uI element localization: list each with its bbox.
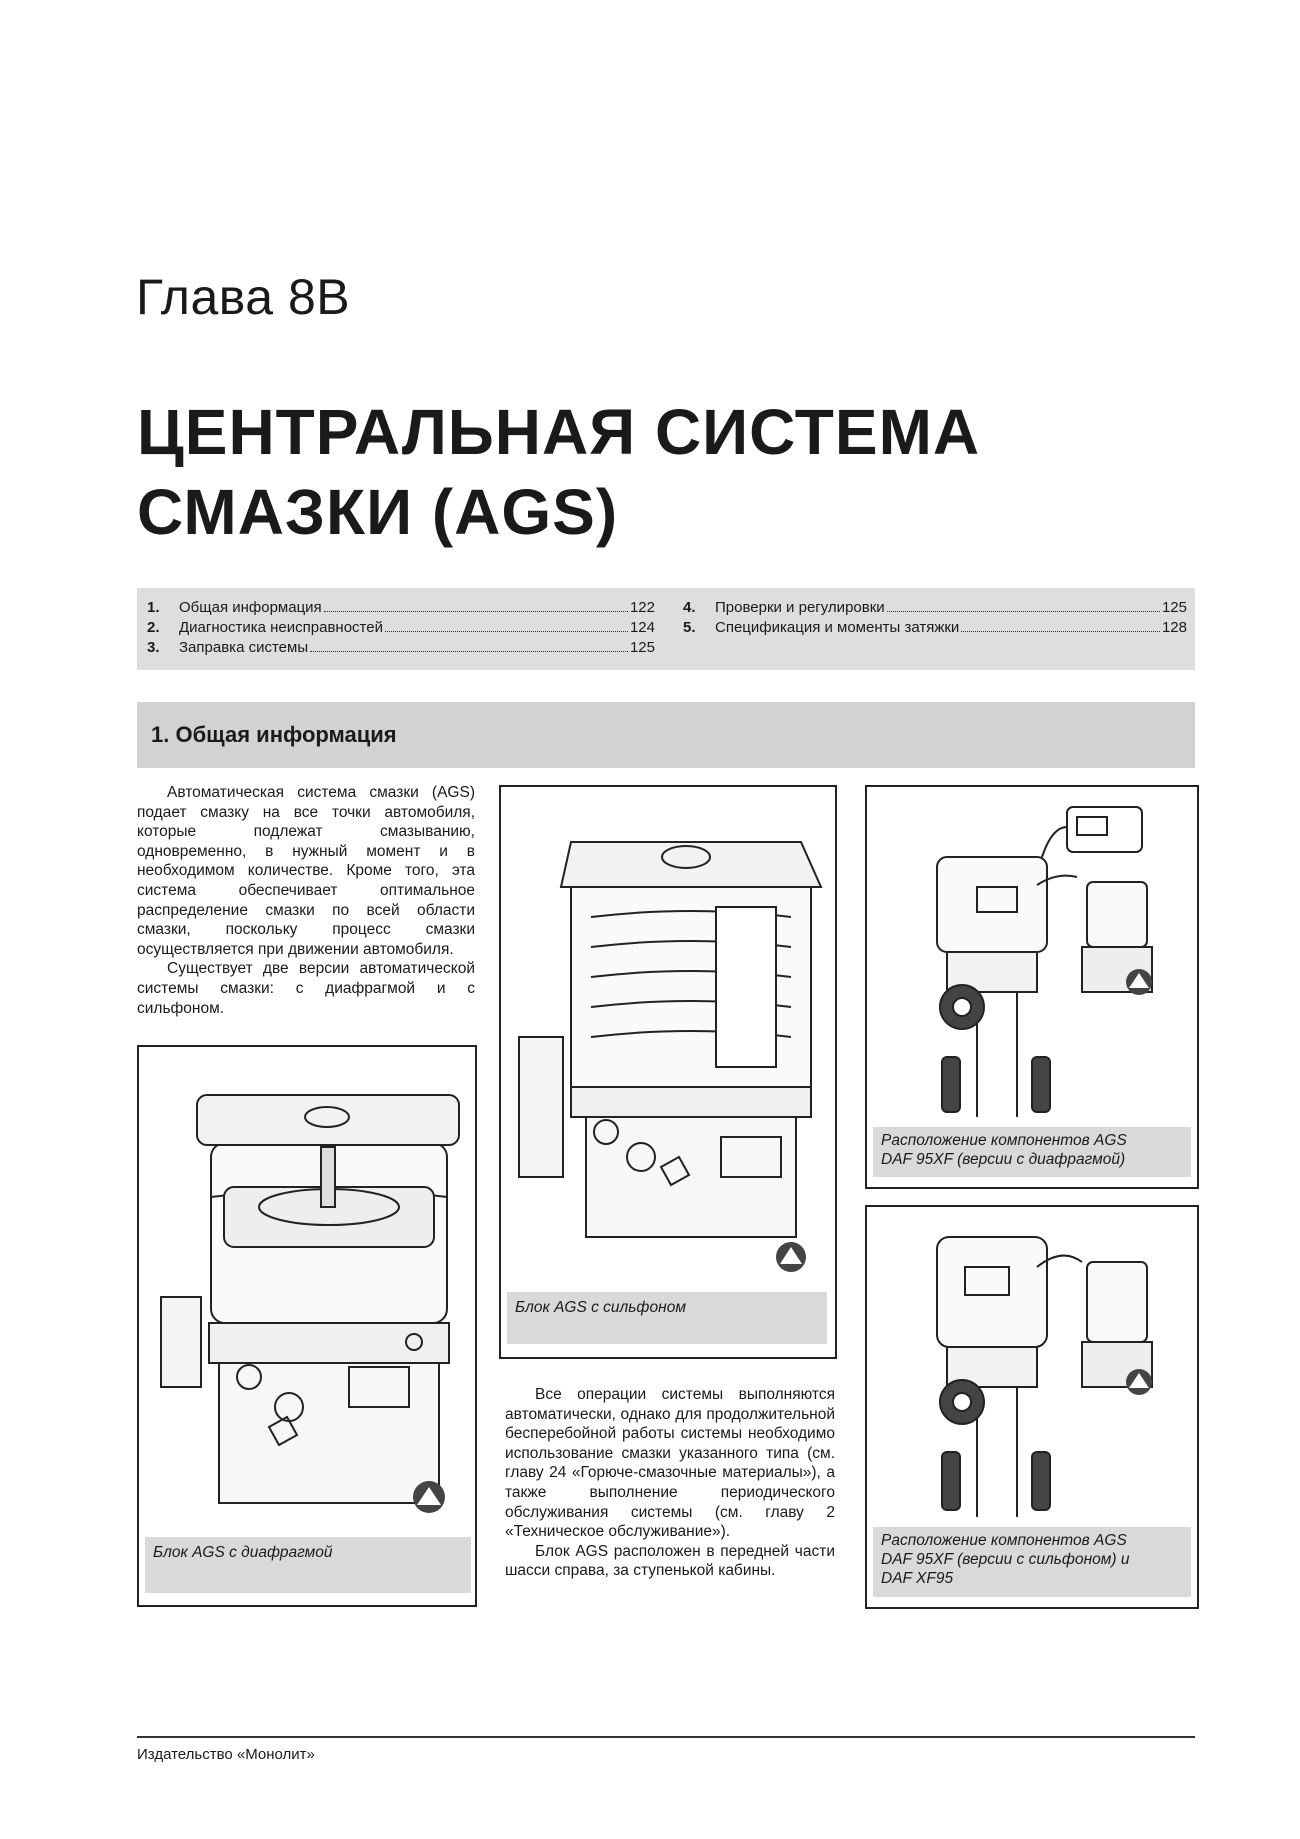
section-header xyxy=(137,702,1195,768)
intro-text xyxy=(137,783,475,1018)
figure-caption xyxy=(873,1527,1191,1597)
toc-item-page: 125 xyxy=(629,639,655,656)
toc-item-text: Спецификация и моменты затяжки xyxy=(715,619,960,636)
toc-item-page: 125 xyxy=(1161,599,1187,616)
publisher-logo-icon xyxy=(1126,1369,1152,1395)
toc-item-page: 128 xyxy=(1161,619,1187,636)
toc-item-number: 2. xyxy=(147,619,160,636)
figure-location-diaphragm xyxy=(865,785,1199,1189)
paragraph: Блок AGS расположен в передней части шасси справа, за ступенькой кабины. xyxy=(505,1542,835,1580)
footer-divider xyxy=(137,1736,1195,1738)
toc-item-number: 5. xyxy=(683,619,696,636)
caption-line: DAF 95XF (версии с диафрагмой) xyxy=(881,1151,1126,1168)
publisher-logo-icon xyxy=(1126,969,1152,995)
section-title: 1. Общая информация xyxy=(151,722,397,747)
publisher-logo-icon xyxy=(413,1481,445,1513)
figure-caption: Блок AGS с сильфоном xyxy=(507,1292,827,1344)
operations-text xyxy=(505,1385,835,1581)
caption-line: DAF 95XF (версии с сильфоном) и xyxy=(881,1551,1130,1568)
paragraph: Автоматическая система смазки (AGS) подает смазку на все точки автомобиля, которые подлежат смазыванию, одновременно, в нужный момент и в необходимом количестве. Кроме того, эта система обеспечивает оптимальное распределение смазки по всей области смазки, поскольку процесс смазки осуществляется при движении автомобиля. xyxy=(137,784,475,958)
chapter-title-line1: ЦЕНТРАЛЬНАЯ СИСТЕМА xyxy=(137,396,981,468)
toc-item[interactable] xyxy=(147,636,655,656)
toc-item-page: 122 xyxy=(629,599,655,616)
publisher-logo-icon xyxy=(776,1242,806,1272)
toc-item[interactable] xyxy=(683,596,1187,616)
toc-item-text: Диагностика неисправностей xyxy=(179,619,383,636)
chapter-label: Глава 8В xyxy=(136,269,351,325)
diaphragm-unit-illustration xyxy=(139,1047,475,1535)
publisher-name: Издательство «Монолит» xyxy=(137,1746,315,1763)
chapter-title xyxy=(137,392,1137,552)
figure-bellows-unit xyxy=(499,785,837,1359)
figure-caption xyxy=(873,1127,1191,1177)
toc-item-text: Проверки и регулировки xyxy=(715,599,885,616)
toc-leader-dots xyxy=(385,631,628,632)
figure-location-bellows xyxy=(865,1205,1199,1609)
toc-item-number: 4. xyxy=(683,599,696,616)
toc-leader-dots xyxy=(961,631,1160,632)
bellows-unit-illustration xyxy=(501,787,835,1287)
figure-diaphragm-unit xyxy=(137,1045,477,1607)
caption-line: DAF XF95 xyxy=(881,1570,954,1587)
truck-chassis-bellows-illustration xyxy=(867,1207,1197,1525)
table-of-contents xyxy=(137,588,1195,670)
toc-item-page: 124 xyxy=(629,619,655,636)
toc-item-number: 1. xyxy=(147,599,160,616)
toc-item[interactable] xyxy=(147,596,655,616)
toc-item[interactable] xyxy=(147,616,655,636)
paragraph: Существует две версии автоматической системы смазки: с диафрагмой и с сильфоном. xyxy=(137,960,475,1017)
toc-item-text: Заправка системы xyxy=(179,639,309,656)
toc-item-text: Общая информация xyxy=(179,599,322,616)
toc-item[interactable] xyxy=(683,616,1187,636)
toc-leader-dots xyxy=(887,611,1160,612)
toc-item-number: 3. xyxy=(147,639,160,656)
figure-caption: Блок AGS с диафрагмой xyxy=(145,1537,471,1593)
toc-leader-dots xyxy=(310,651,628,652)
chapter-title-line2: СМАЗКИ (AGS) xyxy=(137,476,619,548)
truck-chassis-diaphragm-illustration xyxy=(867,787,1197,1127)
caption-line: Расположение компонентов AGS xyxy=(881,1132,1127,1149)
toc-leader-dots xyxy=(324,611,628,612)
paragraph: Все операции системы выполняются автоматически, однако для продолжительной бесперебойной работы системы необходимо использование смазки указанного типа (см. главу 24 «Горюче-смазочные материалы»), а также выполнение периодического обслуживания системы (см. главу 2 «Техническое обслуживание»). xyxy=(505,1386,835,1541)
caption-line: Расположение компонентов AGS xyxy=(881,1532,1127,1549)
